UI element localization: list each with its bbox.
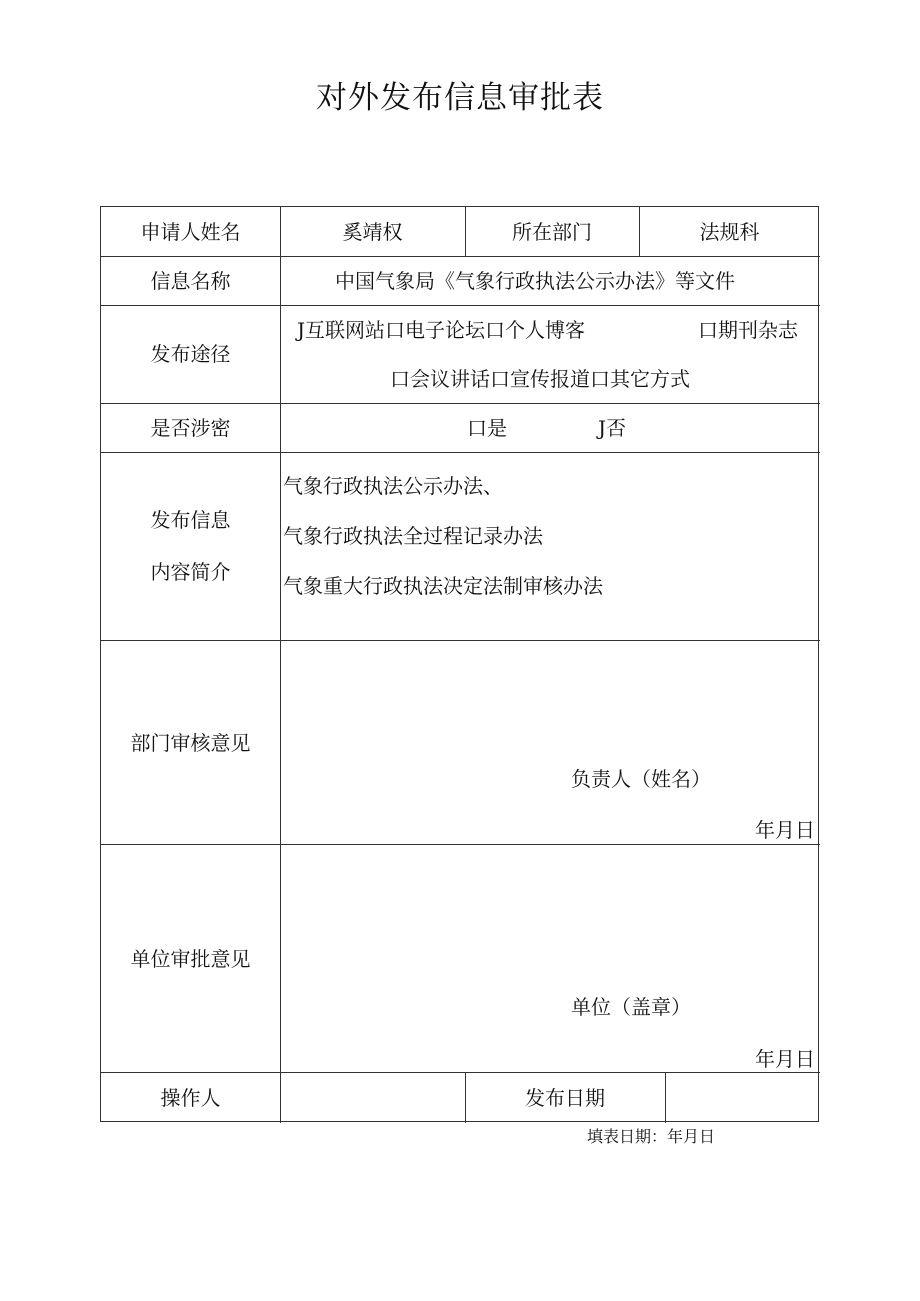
row-divider [101, 844, 820, 845]
operator-label: 操作人 [160, 1086, 221, 1110]
row-divider [101, 305, 820, 306]
applicant-label: 申请人姓名 [140, 220, 241, 244]
unit-approval-date: 年月日 [755, 1047, 815, 1071]
unit-approval-signer: 单位（盖章） [571, 995, 691, 1019]
applicant-value: 奚靖权 [342, 220, 403, 244]
department-label: 所在部门 [512, 220, 592, 244]
unit-approval-label: 单位审批意见 [130, 947, 251, 971]
dept-review-date: 年月日 [755, 818, 815, 842]
page-title: 对外发布信息审批表 [316, 80, 604, 116]
row-divider [101, 256, 820, 257]
row-divider [101, 403, 820, 404]
channel-options-line2: 口会议讲话口宣传报道口其它方式 [390, 367, 690, 391]
row-divider [101, 1072, 820, 1073]
summary-label-line2: 内容简介 [150, 560, 231, 584]
approval-form-table [100, 206, 819, 1122]
summary-line-3: 气象重大行政执法决定法制审核办法 [283, 574, 603, 598]
summary-line-2: 气象行政执法全过程记录办法 [283, 524, 543, 548]
fill-date: 填表日期：年月日 [587, 1127, 716, 1146]
summary-line-1: 气象行政执法公示办法、 [283, 474, 503, 498]
secret-label: 是否涉密 [150, 416, 231, 440]
column-divider [665, 1072, 666, 1123]
row-divider [101, 640, 820, 641]
info-name-label: 信息名称 [150, 269, 231, 293]
channel-label: 发布途径 [150, 342, 231, 366]
dept-review-signer: 负责人（姓名） [571, 767, 711, 791]
department-value: 法规科 [699, 220, 760, 244]
channel-option-periodicals: 口期刊杂志 [698, 318, 798, 342]
row-divider [101, 452, 820, 453]
secret-option-no: J否 [598, 416, 627, 440]
channel-options-line1: J互联网站口电子论坛口个人博客 [297, 318, 586, 342]
publish-date-label: 发布日期 [525, 1086, 605, 1110]
summary-label-line1: 发布信息 [150, 508, 231, 532]
info-name-value: 中国气象局《气象行政执法公示办法》等文件 [335, 269, 735, 293]
column-divider [280, 207, 281, 1123]
secret-option-yes: 口是 [467, 416, 507, 440]
dept-review-label: 部门审核意见 [130, 731, 251, 755]
